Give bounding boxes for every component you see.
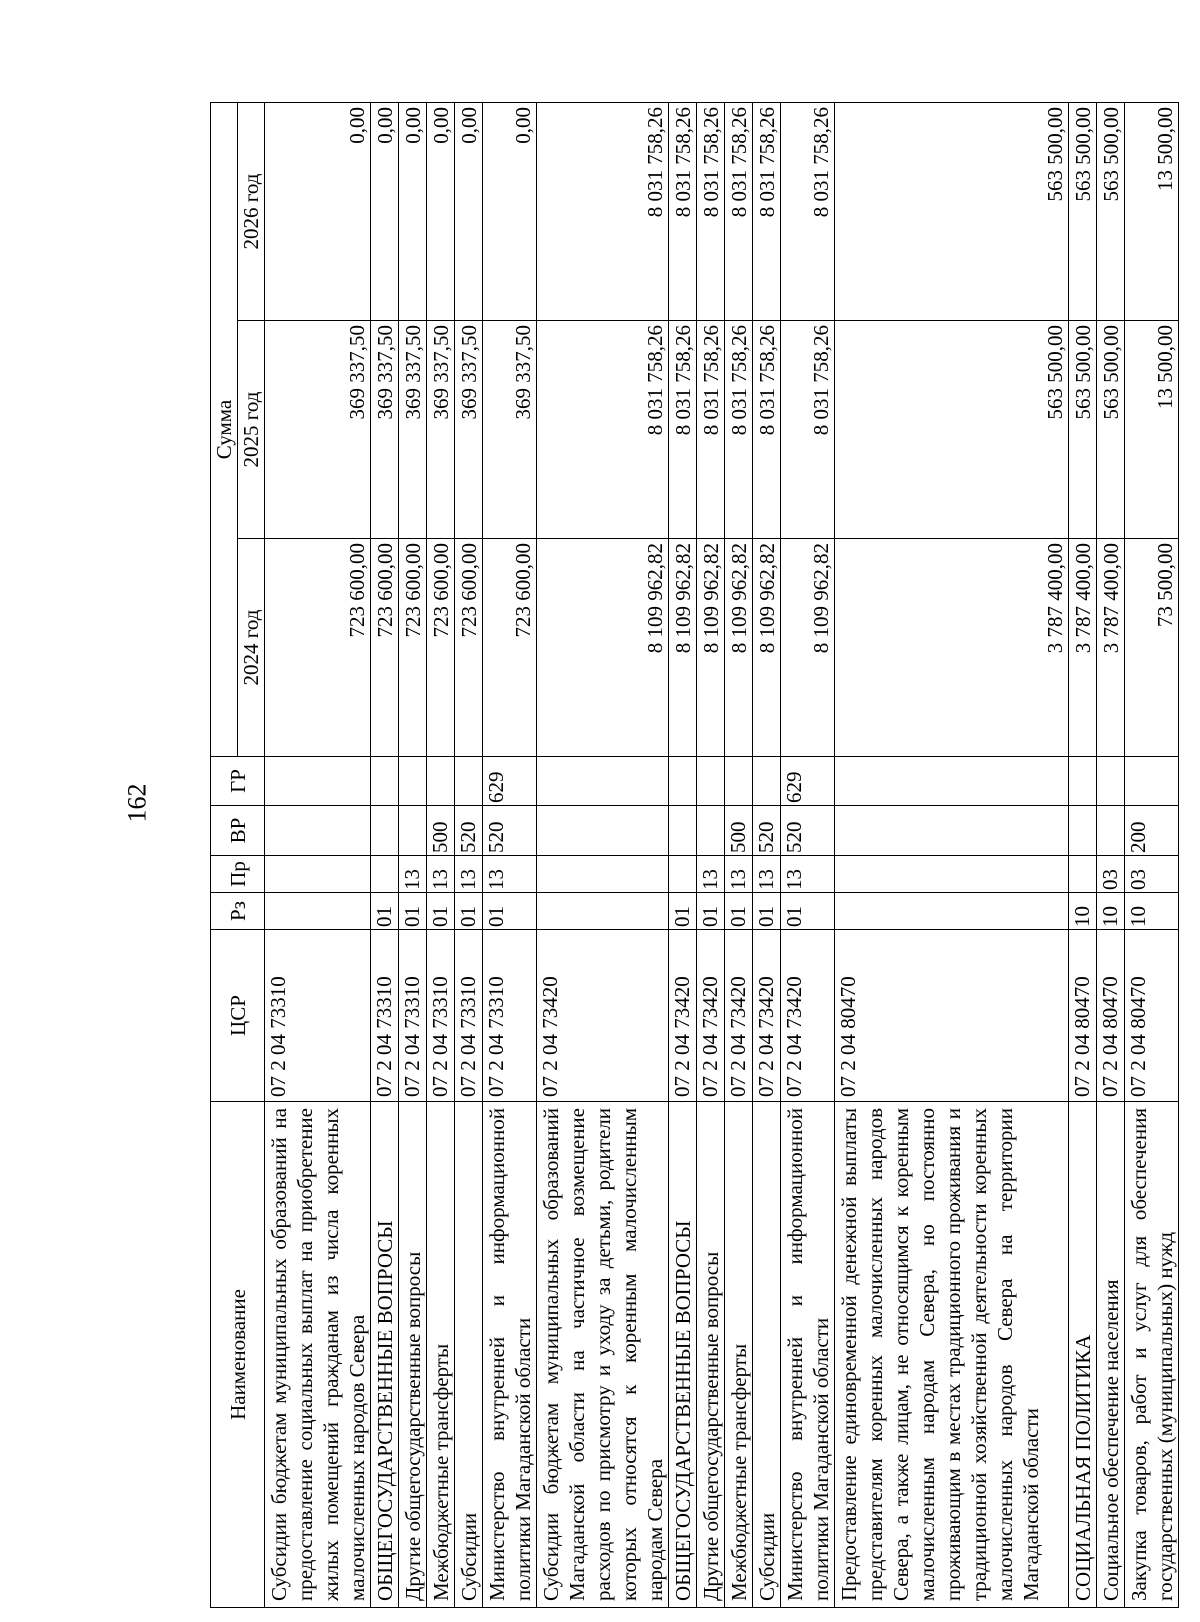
cell-sum-2024: 723 600,00 xyxy=(427,539,455,757)
cell-sum-2025: 8 031 758,26 xyxy=(537,321,669,539)
header-sum: Сумма xyxy=(211,102,238,756)
cell-csr: 07 2 04 73420 xyxy=(725,930,753,1102)
cell-sum-2024: 723 600,00 xyxy=(483,539,537,757)
cell-csr: 07 2 04 73420 xyxy=(537,930,669,1102)
header-2024: 2024 год xyxy=(238,539,265,757)
budget-table xyxy=(210,102,1179,1608)
cell-gr xyxy=(1125,757,1179,806)
cell-sum-2024: 3 787 400,00 xyxy=(1069,539,1097,757)
cell-vr: 200 xyxy=(1125,806,1179,856)
cell-sum-2026: 563 500,00 xyxy=(835,102,1069,320)
cell-pr xyxy=(1069,856,1097,893)
cell-vr xyxy=(1097,806,1125,856)
cell-name: ОБЩЕГОСУДАРСТВЕННЫЕ ВОПРОСЫ xyxy=(669,1102,697,1608)
cell-sum-2026: 0,00 xyxy=(399,102,427,320)
cell-gr xyxy=(427,757,455,806)
header-vr: ВР xyxy=(211,806,265,856)
cell-pr xyxy=(265,856,371,893)
cell-rz: 01 xyxy=(455,893,483,930)
cell-rz xyxy=(537,893,669,930)
cell-gr xyxy=(697,757,725,806)
cell-pr xyxy=(537,856,669,893)
cell-name: ОБЩЕГОСУДАРСТВЕННЫЕ ВОПРОСЫ xyxy=(371,1102,399,1608)
cell-sum-2024: 8 109 962,82 xyxy=(697,539,725,757)
cell-sum-2024: 8 109 962,82 xyxy=(537,539,669,757)
cell-sum-2025: 563 500,00 xyxy=(1069,321,1097,539)
cell-gr xyxy=(1069,757,1097,806)
cell-name: Субсидии бюджетам муниципальных образований Магаданской области на частичное возмещение расходов по присмотру и уходу за детьми, родители которых относятся к коренным малочисленным народам Севера xyxy=(537,1102,669,1608)
cell-rz: 01 xyxy=(697,893,725,930)
cell-sum-2026: 0,00 xyxy=(371,102,399,320)
cell-gr xyxy=(455,757,483,806)
cell-sum-2026: 8 031 758,26 xyxy=(537,102,669,320)
cell-pr: 03 xyxy=(1125,856,1179,893)
cell-name: СОЦИАЛЬНАЯ ПОЛИТИКА xyxy=(1069,1102,1097,1608)
cell-sum-2026: 0,00 xyxy=(265,102,371,320)
table-row xyxy=(455,102,483,1607)
cell-sum-2024: 8 109 962,82 xyxy=(753,539,781,757)
cell-name: Другие общегосударственные вопросы xyxy=(697,1102,725,1608)
cell-vr xyxy=(669,806,697,856)
cell-vr xyxy=(835,806,1069,856)
table-row xyxy=(669,102,697,1607)
cell-vr: 500 xyxy=(725,806,753,856)
cell-csr: 07 2 04 73310 xyxy=(265,930,371,1102)
cell-rz: 10 xyxy=(1069,893,1097,930)
cell-pr xyxy=(371,856,399,893)
cell-vr: 520 xyxy=(781,806,835,856)
cell-vr xyxy=(371,806,399,856)
table-row xyxy=(725,102,753,1607)
cell-pr: 03 xyxy=(1097,856,1125,893)
table-row xyxy=(1069,102,1097,1607)
cell-csr: 07 2 04 73310 xyxy=(427,930,455,1102)
table-row xyxy=(371,102,399,1607)
cell-sum-2024: 723 600,00 xyxy=(371,539,399,757)
cell-sum-2026: 13 500,00 xyxy=(1125,102,1179,320)
header-rz: Рз xyxy=(211,893,265,930)
cell-sum-2025: 8 031 758,26 xyxy=(781,321,835,539)
cell-pr: 13 xyxy=(753,856,781,893)
header-2026: 2026 год xyxy=(238,102,265,320)
cell-sum-2026: 563 500,00 xyxy=(1097,102,1125,320)
cell-name: Субсидии xyxy=(455,1102,483,1608)
cell-gr: 629 xyxy=(781,757,835,806)
cell-sum-2026: 8 031 758,26 xyxy=(725,102,753,320)
cell-rz: 01 xyxy=(399,893,427,930)
cell-rz: 01 xyxy=(483,893,537,930)
cell-csr: 07 2 04 80470 xyxy=(1097,930,1125,1102)
cell-sum-2025: 369 337,50 xyxy=(399,321,427,539)
header-2025: 2025 год xyxy=(238,321,265,539)
cell-name: Межбюджетные трансферты xyxy=(725,1102,753,1608)
cell-pr xyxy=(835,856,1069,893)
cell-rz xyxy=(265,893,371,930)
cell-csr: 07 2 04 73420 xyxy=(669,930,697,1102)
rotated-page-content xyxy=(210,103,1177,1608)
cell-sum-2026: 0,00 xyxy=(455,102,483,320)
cell-rz: 10 xyxy=(1125,893,1179,930)
cell-vr: 520 xyxy=(455,806,483,856)
cell-gr xyxy=(753,757,781,806)
cell-pr: 13 xyxy=(483,856,537,893)
cell-pr: 13 xyxy=(455,856,483,893)
cell-vr xyxy=(265,806,371,856)
header-row-1 xyxy=(211,102,238,1607)
cell-name: Субсидии бюджетам муниципальных образований на предоставление социальных выплат на приобретение жилых помещений гражданам из числа коренных малочисленных народов Севера xyxy=(265,1102,371,1608)
cell-rz: 01 xyxy=(669,893,697,930)
cell-sum-2025: 369 337,50 xyxy=(455,321,483,539)
cell-gr xyxy=(537,757,669,806)
cell-sum-2024: 8 109 962,82 xyxy=(669,539,697,757)
table-row xyxy=(265,102,371,1607)
cell-gr xyxy=(265,757,371,806)
cell-name: Субсидии xyxy=(753,1102,781,1608)
cell-sum-2024: 3 787 400,00 xyxy=(1097,539,1125,757)
cell-sum-2026: 0,00 xyxy=(427,102,455,320)
cell-sum-2024: 73 500,00 xyxy=(1125,539,1179,757)
cell-csr: 07 2 04 73310 xyxy=(399,930,427,1102)
cell-csr: 07 2 04 73420 xyxy=(781,930,835,1102)
cell-csr: 07 2 04 73310 xyxy=(483,930,537,1102)
cell-sum-2026: 8 031 758,26 xyxy=(753,102,781,320)
cell-pr: 13 xyxy=(781,856,835,893)
cell-sum-2025: 563 500,00 xyxy=(835,321,1069,539)
cell-pr xyxy=(669,856,697,893)
table-row xyxy=(537,102,669,1607)
table-body xyxy=(265,102,1179,1607)
cell-sum-2025: 369 337,50 xyxy=(483,321,537,539)
table-row xyxy=(753,102,781,1607)
header-name: Наименование xyxy=(211,1102,265,1608)
table-row xyxy=(781,102,835,1607)
cell-rz: 01 xyxy=(371,893,399,930)
cell-vr: 520 xyxy=(753,806,781,856)
cell-name: Межбюджетные трансферты xyxy=(427,1102,455,1608)
cell-sum-2026: 8 031 758,26 xyxy=(697,102,725,320)
cell-csr: 07 2 04 73310 xyxy=(371,930,399,1102)
cell-sum-2024: 8 109 962,82 xyxy=(725,539,753,757)
page-number: 162 xyxy=(122,783,152,823)
cell-name: Предоставление единовременной денежной выплаты представителям коренных малочисленных народов Севера, а также лицам, не относящимся к коренным малочисленным народам Севера, но постоянно проживающим в местах традиционного проживания и традиционной хозяйственной деятельности коренных малочисленных народов Севера на территории Магаданской области xyxy=(835,1102,1069,1608)
table-row xyxy=(1097,102,1125,1607)
cell-vr xyxy=(399,806,427,856)
table-row xyxy=(427,102,455,1607)
cell-csr: 07 2 04 80470 xyxy=(835,930,1069,1102)
cell-name: Закупка товаров, работ и услуг для обеспечения государственных (муниципальных) нужд xyxy=(1125,1102,1179,1608)
header-pr: Пр xyxy=(211,856,265,893)
cell-rz: 01 xyxy=(753,893,781,930)
cell-pr: 13 xyxy=(697,856,725,893)
cell-sum-2025: 13 500,00 xyxy=(1125,321,1179,539)
cell-sum-2026: 0,00 xyxy=(483,102,537,320)
cell-csr: 07 2 04 80470 xyxy=(1125,930,1179,1102)
cell-csr: 07 2 04 80470 xyxy=(1069,930,1097,1102)
cell-sum-2025: 8 031 758,26 xyxy=(669,321,697,539)
header-csr: ЦСР xyxy=(211,930,265,1102)
cell-name: Социальное обеспечение населения xyxy=(1097,1102,1125,1608)
cell-csr: 07 2 04 73420 xyxy=(697,930,725,1102)
table-row xyxy=(697,102,725,1607)
cell-pr: 13 xyxy=(427,856,455,893)
cell-sum-2026: 8 031 758,26 xyxy=(669,102,697,320)
cell-sum-2025: 8 031 758,26 xyxy=(753,321,781,539)
table-row xyxy=(835,102,1069,1607)
cell-rz: 10 xyxy=(1097,893,1125,930)
cell-rz: 01 xyxy=(725,893,753,930)
cell-gr xyxy=(725,757,753,806)
table-row xyxy=(1125,102,1179,1607)
cell-name: Министерство внутренней и информационной политики Магаданской области xyxy=(483,1102,537,1608)
cell-sum-2025: 563 500,00 xyxy=(1097,321,1125,539)
cell-sum-2025: 369 337,50 xyxy=(265,321,371,539)
cell-gr: 629 xyxy=(483,757,537,806)
cell-gr xyxy=(1097,757,1125,806)
cell-sum-2025: 369 337,50 xyxy=(427,321,455,539)
table-row xyxy=(483,102,537,1607)
cell-vr xyxy=(1069,806,1097,856)
cell-sum-2024: 723 600,00 xyxy=(455,539,483,757)
cell-name: Министерство внутренней и информационной политики Магаданской области xyxy=(781,1102,835,1608)
cell-vr xyxy=(537,806,669,856)
cell-csr: 07 2 04 73420 xyxy=(753,930,781,1102)
cell-csr: 07 2 04 73310 xyxy=(455,930,483,1102)
cell-gr xyxy=(371,757,399,806)
cell-rz: 01 xyxy=(781,893,835,930)
cell-vr: 520 xyxy=(483,806,537,856)
cell-gr xyxy=(399,757,427,806)
cell-sum-2026: 8 031 758,26 xyxy=(781,102,835,320)
cell-gr xyxy=(669,757,697,806)
cell-sum-2025: 8 031 758,26 xyxy=(697,321,725,539)
table-row xyxy=(399,102,427,1607)
cell-name: Другие общегосударственные вопросы xyxy=(399,1102,427,1608)
cell-vr xyxy=(697,806,725,856)
cell-sum-2024: 3 787 400,00 xyxy=(835,539,1069,757)
cell-rz: 01 xyxy=(427,893,455,930)
cell-sum-2024: 8 109 962,82 xyxy=(781,539,835,757)
cell-sum-2025: 369 337,50 xyxy=(371,321,399,539)
cell-sum-2025: 8 031 758,26 xyxy=(725,321,753,539)
cell-gr xyxy=(835,757,1069,806)
header-gr: ГР xyxy=(211,757,265,806)
cell-sum-2024: 723 600,00 xyxy=(265,539,371,757)
cell-pr: 13 xyxy=(399,856,427,893)
cell-pr: 13 xyxy=(725,856,753,893)
cell-vr: 500 xyxy=(427,806,455,856)
cell-rz xyxy=(835,893,1069,930)
cell-sum-2024: 723 600,00 xyxy=(399,539,427,757)
cell-sum-2026: 563 500,00 xyxy=(1069,102,1097,320)
